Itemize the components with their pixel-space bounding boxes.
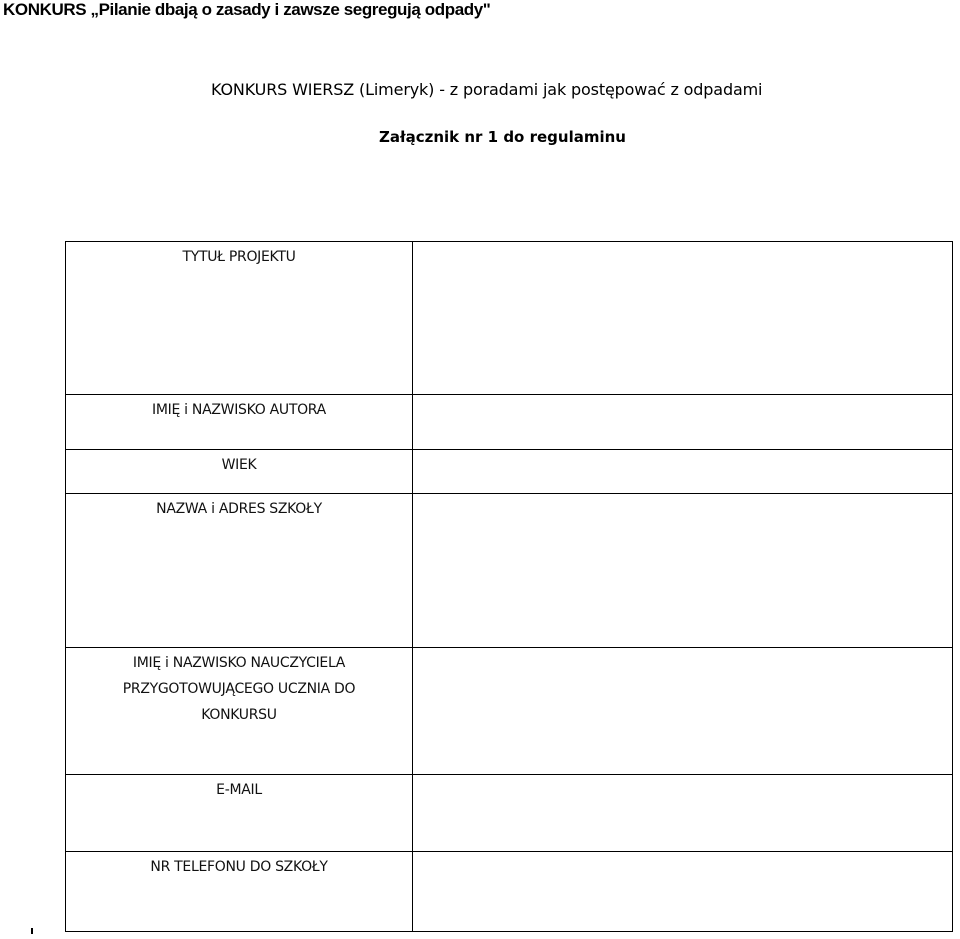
school-label: NAZWA i ADRES SZKOŁY (156, 501, 322, 517)
form-label-cell (66, 450, 413, 494)
project-title-value-cell[interactable] (413, 242, 953, 395)
form-label-cell (66, 775, 413, 852)
age-value-cell[interactable] (413, 450, 953, 494)
phone-label: NR TELEFONU DO SZKOŁY (150, 859, 328, 875)
teacher-label: IMIĘ i NAZWISKO NAUCZYCIELA PRZYGOTOWUJĄCEGO UCZNIA DO KONKURSU (122, 655, 356, 723)
form-row-age (66, 450, 953, 494)
form-label-cell (66, 648, 413, 775)
school-value-cell[interactable] (413, 494, 953, 648)
form-label-cell (66, 242, 413, 395)
teacher-value-cell[interactable] (413, 648, 953, 775)
form-label-cell (66, 494, 413, 648)
author-name-label: IMIĘ i NAZWISKO AUTORA (152, 402, 326, 418)
stray-mark (31, 928, 33, 934)
attachment-label: Załącznik nr 1 do regulaminu (379, 128, 626, 146)
entry-form-table (65, 241, 953, 932)
email-label: E-MAIL (216, 782, 262, 798)
phone-value-cell[interactable] (413, 852, 953, 932)
form-row-phone (66, 852, 953, 932)
form-row-email (66, 775, 953, 852)
document-header: KONKURS „Pilanie dbają o zasady i zawsze segregują odpady" (3, 0, 491, 19)
form-row-teacher (66, 648, 953, 775)
form-row-school (66, 494, 953, 648)
email-value-cell[interactable] (413, 775, 953, 852)
form-label-cell (66, 395, 413, 450)
project-title-label: TYTUŁ PROJEKTU (182, 249, 296, 265)
contest-subtitle: KONKURS WIERSZ (Limeryk) - z poradami jak postępować z odpadami (211, 80, 763, 99)
form-row-project-title (66, 242, 953, 395)
author-name-value-cell[interactable] (413, 395, 953, 450)
form-row-author-name (66, 395, 953, 450)
form-label-cell (66, 852, 413, 932)
age-label: WIEK (221, 457, 257, 473)
